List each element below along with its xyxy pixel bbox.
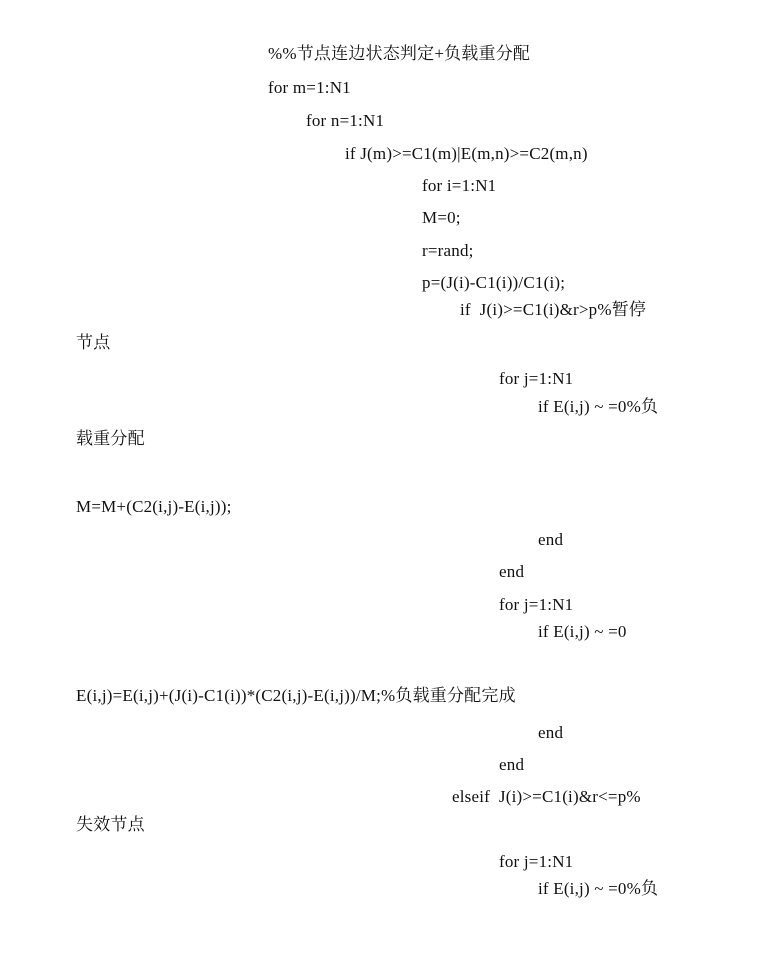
code-line-end-3: end	[538, 723, 564, 742]
code-line-for-j-1: for j=1:N1	[499, 369, 574, 388]
code-line-p-calc: p=(J(i)-C1(i))/C1(i);	[422, 273, 566, 292]
code-line-if-jm: if J(m)>=C1(m)|E(m,n)>=C2(m,n)	[345, 144, 588, 163]
code-line-for-m: for m=1:N1	[268, 78, 351, 97]
code-line-if-eij-2: if E(i,j) ~ =0	[538, 622, 627, 641]
code-line-if-pause: if J(i)>=C1(i)&r>p%暂停	[460, 300, 647, 319]
code-line-failed-node-wrap: 失效节点	[76, 815, 145, 834]
code-line-for-j-3: for j=1:N1	[499, 852, 574, 871]
code-line-if-eij-1: if E(i,j) ~ =0%负	[538, 397, 659, 416]
code-line-end-1: end	[538, 530, 564, 549]
code-line-r-rand: r=rand;	[422, 241, 474, 260]
code-line-end-2: end	[499, 562, 525, 581]
code-line-comment-title: %%节点连边状态判定+负载重分配	[268, 44, 531, 63]
code-line-load-redistribute-wrap: 载重分配	[76, 429, 145, 448]
code-line-m-accumulate: M=M+(C2(i,j)-E(i,j));	[76, 497, 232, 516]
code-line-pause-node-wrap: 节点	[76, 333, 111, 352]
code-line-for-n: for n=1:N1	[306, 111, 385, 130]
code-line-if-eij-3: if E(i,j) ~ =0%负	[538, 879, 659, 898]
code-line-end-4: end	[499, 755, 525, 774]
code-line-eij-update: E(i,j)=E(i,j)+(J(i)-C1(i))*(C2(i,j)-E(i,j))/M;%负载重分配完成	[76, 686, 516, 705]
code-line-for-i: for i=1:N1	[422, 176, 497, 195]
code-line-for-j-2: for j=1:N1	[499, 595, 574, 614]
code-line-elseif: elseif J(i)>=C1(i)&r<=p%	[452, 787, 641, 806]
code-line-m-zero: M=0;	[422, 208, 461, 227]
